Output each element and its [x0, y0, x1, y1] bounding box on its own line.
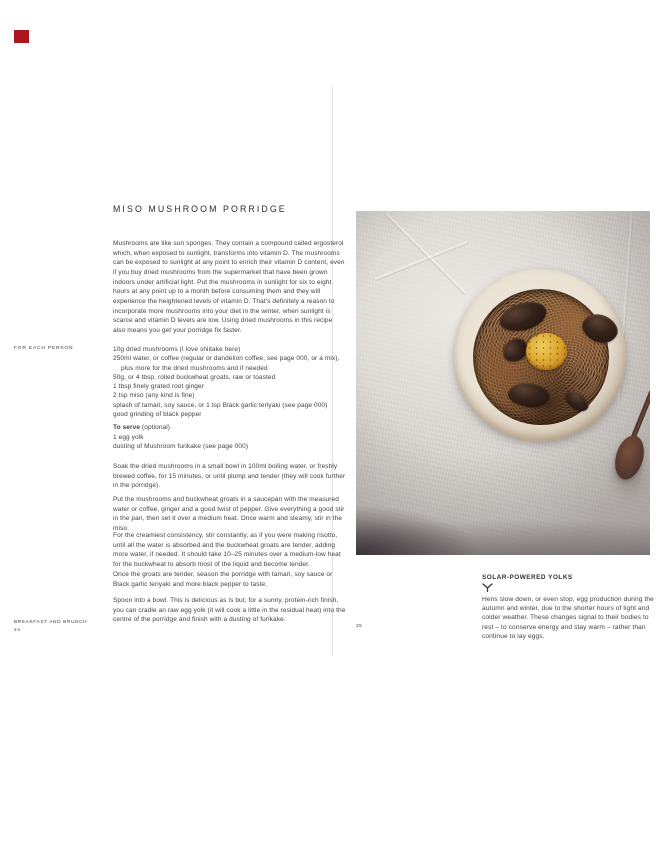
sidebar-heading: SOLAR-POWERED YOLKS [482, 574, 573, 581]
method-paragraph: Once the groats are tender, season the porridge with tamari, soy sauce or Black garlic teriyaki and more black pepper to taste. [113, 571, 333, 588]
chapter-label: BREAKFAST AND BRUNCH [14, 620, 88, 625]
ingredient-item: 2 tsp miso (any kind is fine) [113, 392, 195, 400]
page-number-right: 25 [356, 624, 363, 629]
to-serve-item: 1 egg yolk [113, 433, 144, 441]
method-paragraph: Put the mushrooms and buckwheat groats in a saucepan with the measured water or coffee, ginger and a good twist of pepper. Give everything a good stir in the pan, then set it over a medium heat. Once warm and steamy, stir in the miso. [113, 496, 345, 532]
method-paragraph: Spoon into a bowl. This is delicious as is but, for a sunny, protein-rich finish, you can cradle an raw egg yolk (it will cook a little in the residual heat) into the centre of the porridge and finish with a dusting of furikake. [113, 597, 346, 624]
ingredient-item: 1 tbsp finely grated root ginger [113, 383, 205, 391]
sidebar-body: Hens slow down, or even stop, egg production during the autumn and winter, due to the shorter hours of light and colder weather. These changes signal to their bodies to rest – to conserve energy and stay warm – rather than continue to lay eggs. [482, 596, 654, 640]
page-number-left: 24 [14, 628, 21, 634]
to-serve-suffix: (optional) [141, 424, 171, 432]
ingredients-list [113, 345, 349, 451]
serving-label: FOR EACH PERSON [14, 346, 74, 351]
recipe-photo [356, 211, 650, 555]
down-arrow-icon [482, 583, 493, 592]
ingredient-item: 250ml water, or coffee (regular or dandelion coffee, see page 000, or a mix), plus more for the dried mushrooms and if needed [113, 355, 340, 372]
photo-bottom-shadow [356, 491, 650, 555]
ingredient-item: good grinding of black pepper [113, 411, 202, 419]
ingredient-item: 50g, or 4 tbsp, rolled buckwheat groats, raw or toasted [113, 373, 276, 381]
method-paragraph: For the creamiest consistency, stir constantly, as if you were making risotto, until all the water is absorbed and the buckwheat groats are tender, adding more water, if needed. It should take 10–25 minutes over a medium-low heat for the buckwheat to absorb most of the liquid and become tender. [113, 532, 341, 568]
red-bookmark-tab [14, 30, 29, 43]
recipe-title: MISO MUSHROOM PORRIDGE [113, 204, 287, 214]
sidebar-note [482, 574, 654, 641]
to-serve-item: dusting of Mushroom furikake (see page 000) [113, 442, 249, 450]
to-serve-label: To serve [113, 424, 141, 432]
ingredient-item: 10g dried mushrooms (I love shiitake here) [113, 346, 241, 353]
recipe-intro: Mushrooms are like sun sponges. They contain a compound called ergosterol which, when exposed to sunlight, transforms into vitamin D. The mushrooms can be exposed to sunlight at any point to enrich their vitamin D content, even if you buy dried mushrooms from the supermarket that have been grown indoors under artificial light. Put the mushrooms in sunlight for six to eight hours at any point up to a month before consuming them and they will experience the heightened levels of vitamin D. That's definitely a reason to incorporate more mushrooms into your diet in the winter, when sunlight is scarce and vitamin D levels are low. Using dried mushrooms in this recipe also means you get your porridge fix faster. [113, 240, 345, 334]
ingredient-item: splash of tamari, soy sauce, or 1 tsp Black garlic teriyaki (see page 000) [113, 401, 328, 409]
to-serve-heading [113, 423, 349, 432]
chapter-footer [14, 619, 87, 636]
method-paragraph: Soak the dried mushrooms in a small bowl in 100ml boiling water, or freshly brewed coffee, for 15 minutes, or until plump and tender (they will cook further in the porridge). [113, 463, 346, 490]
